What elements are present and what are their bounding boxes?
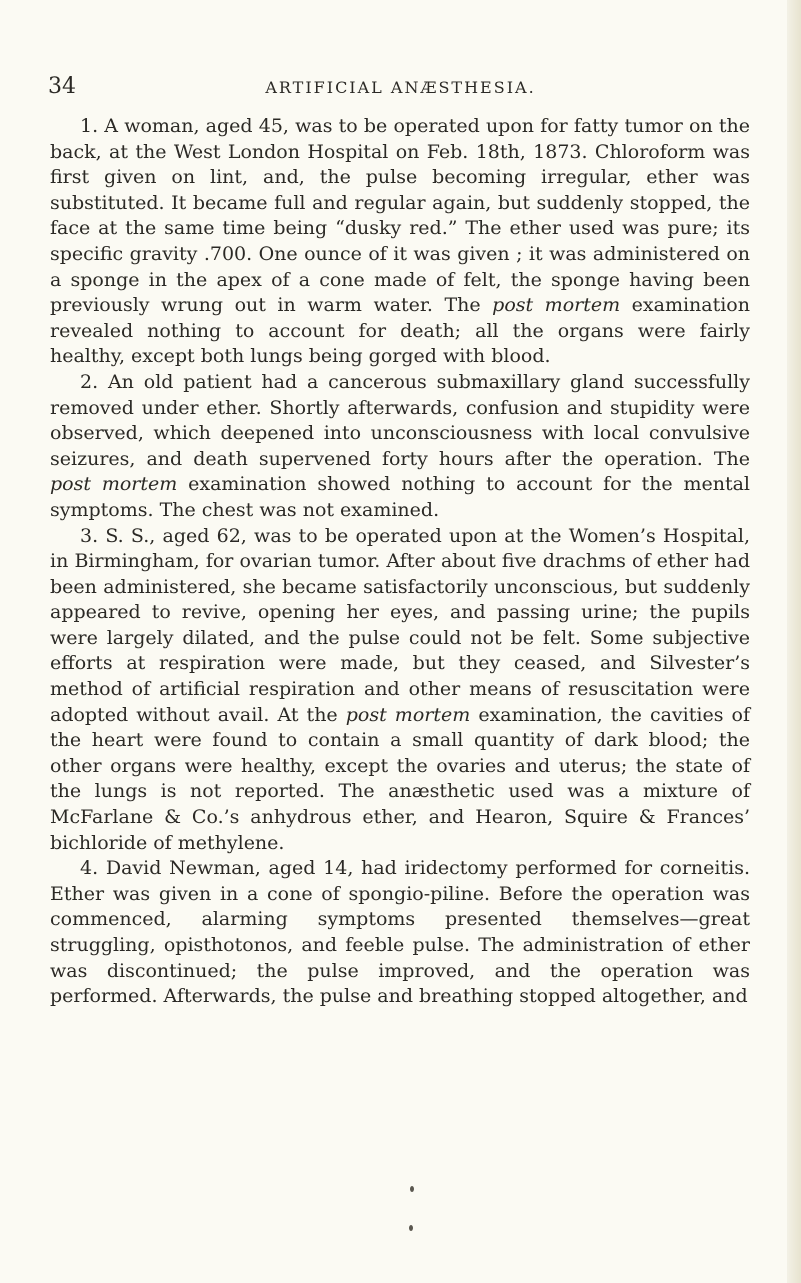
page-edge-shadow: [787, 0, 801, 1283]
page-number: 34: [48, 74, 76, 99]
case-paragraph-4: 4. David Newman, aged 14, had iridectomy performed for corneitis. Ether was given in a cone of spongio-piline. Before the operation was commenced, alarming symptoms presented themselves—great struggling, opisthotonos, and feeble pulse. The administration of ether was discontinued; the pulse improved, and the operation was performed. Afterwards, the pulse and breathing stopped altogether, and: [50, 857, 750, 1008]
running-head: ARTIFICIAL ANÆSTHESIA.: [265, 78, 536, 97]
ink-speck: [409, 1225, 413, 1231]
case-paragraph-2: 2. An old patient had a cancerous submaxillary gland successfully removed under ether. Shortly afterwards, confusion and stupidity were observed, which deepened into unconsciousness with local convulsive seizures, and death supervened forty hours after the operation. The post mortem examination showed nothing to account for the mental symptoms. The chest was not examined.: [50, 370, 750, 521]
case-paragraph-3: 3. S. S., aged 62, was to be operated upon at the Women’s Hospital, in Birmingham, for ovarian tumor. After about five drachms of ether had been administered, she became satisfactorily unconscious, but suddenly appeared to revive, opening her eyes, and passing urine; the pupils were largely dilated, and the pulse could not be felt. Some subjective efforts at respiration were made, but they ceased, and Silvester’s method of artificial respiration and other means of resuscitation were adopted without avail. At the post mortem examination, the cavities of the heart were found to contain a small quantity of dark blood; the other organs were healthy, except the ovaries and uterus; the state of the lungs is not reported. The anæsthetic used was a mixture of McFarlane & Co.’s anhydrous ether, and Hearon, Squire & Frances’ bichloride of methylene.: [50, 524, 750, 854]
case-paragraph-1: 1. A woman, aged 45, was to be operated upon for fatty tumor on the back, at the West London Hospital on Feb. 18th, 1873. Chloroform was first given on lint, and, the pulse becoming irregular, ether was substituted. It became full and regular again, but suddenly stopped, the face at the same time being “dusky red.” The ether used was pure; its specific gravity .700. One ounce of it was given ; it was administered on a sponge in the apex of a cone made of felt, the sponge having been previously wrung out in warm water. The post mortem examination revealed nothing to account for death; all the organs were fairly healthy, except both lungs being gorged with blood.: [50, 115, 750, 368]
ink-speck: [410, 1186, 414, 1192]
page-header: [0, 72, 801, 104]
body-text: [50, 114, 750, 1010]
